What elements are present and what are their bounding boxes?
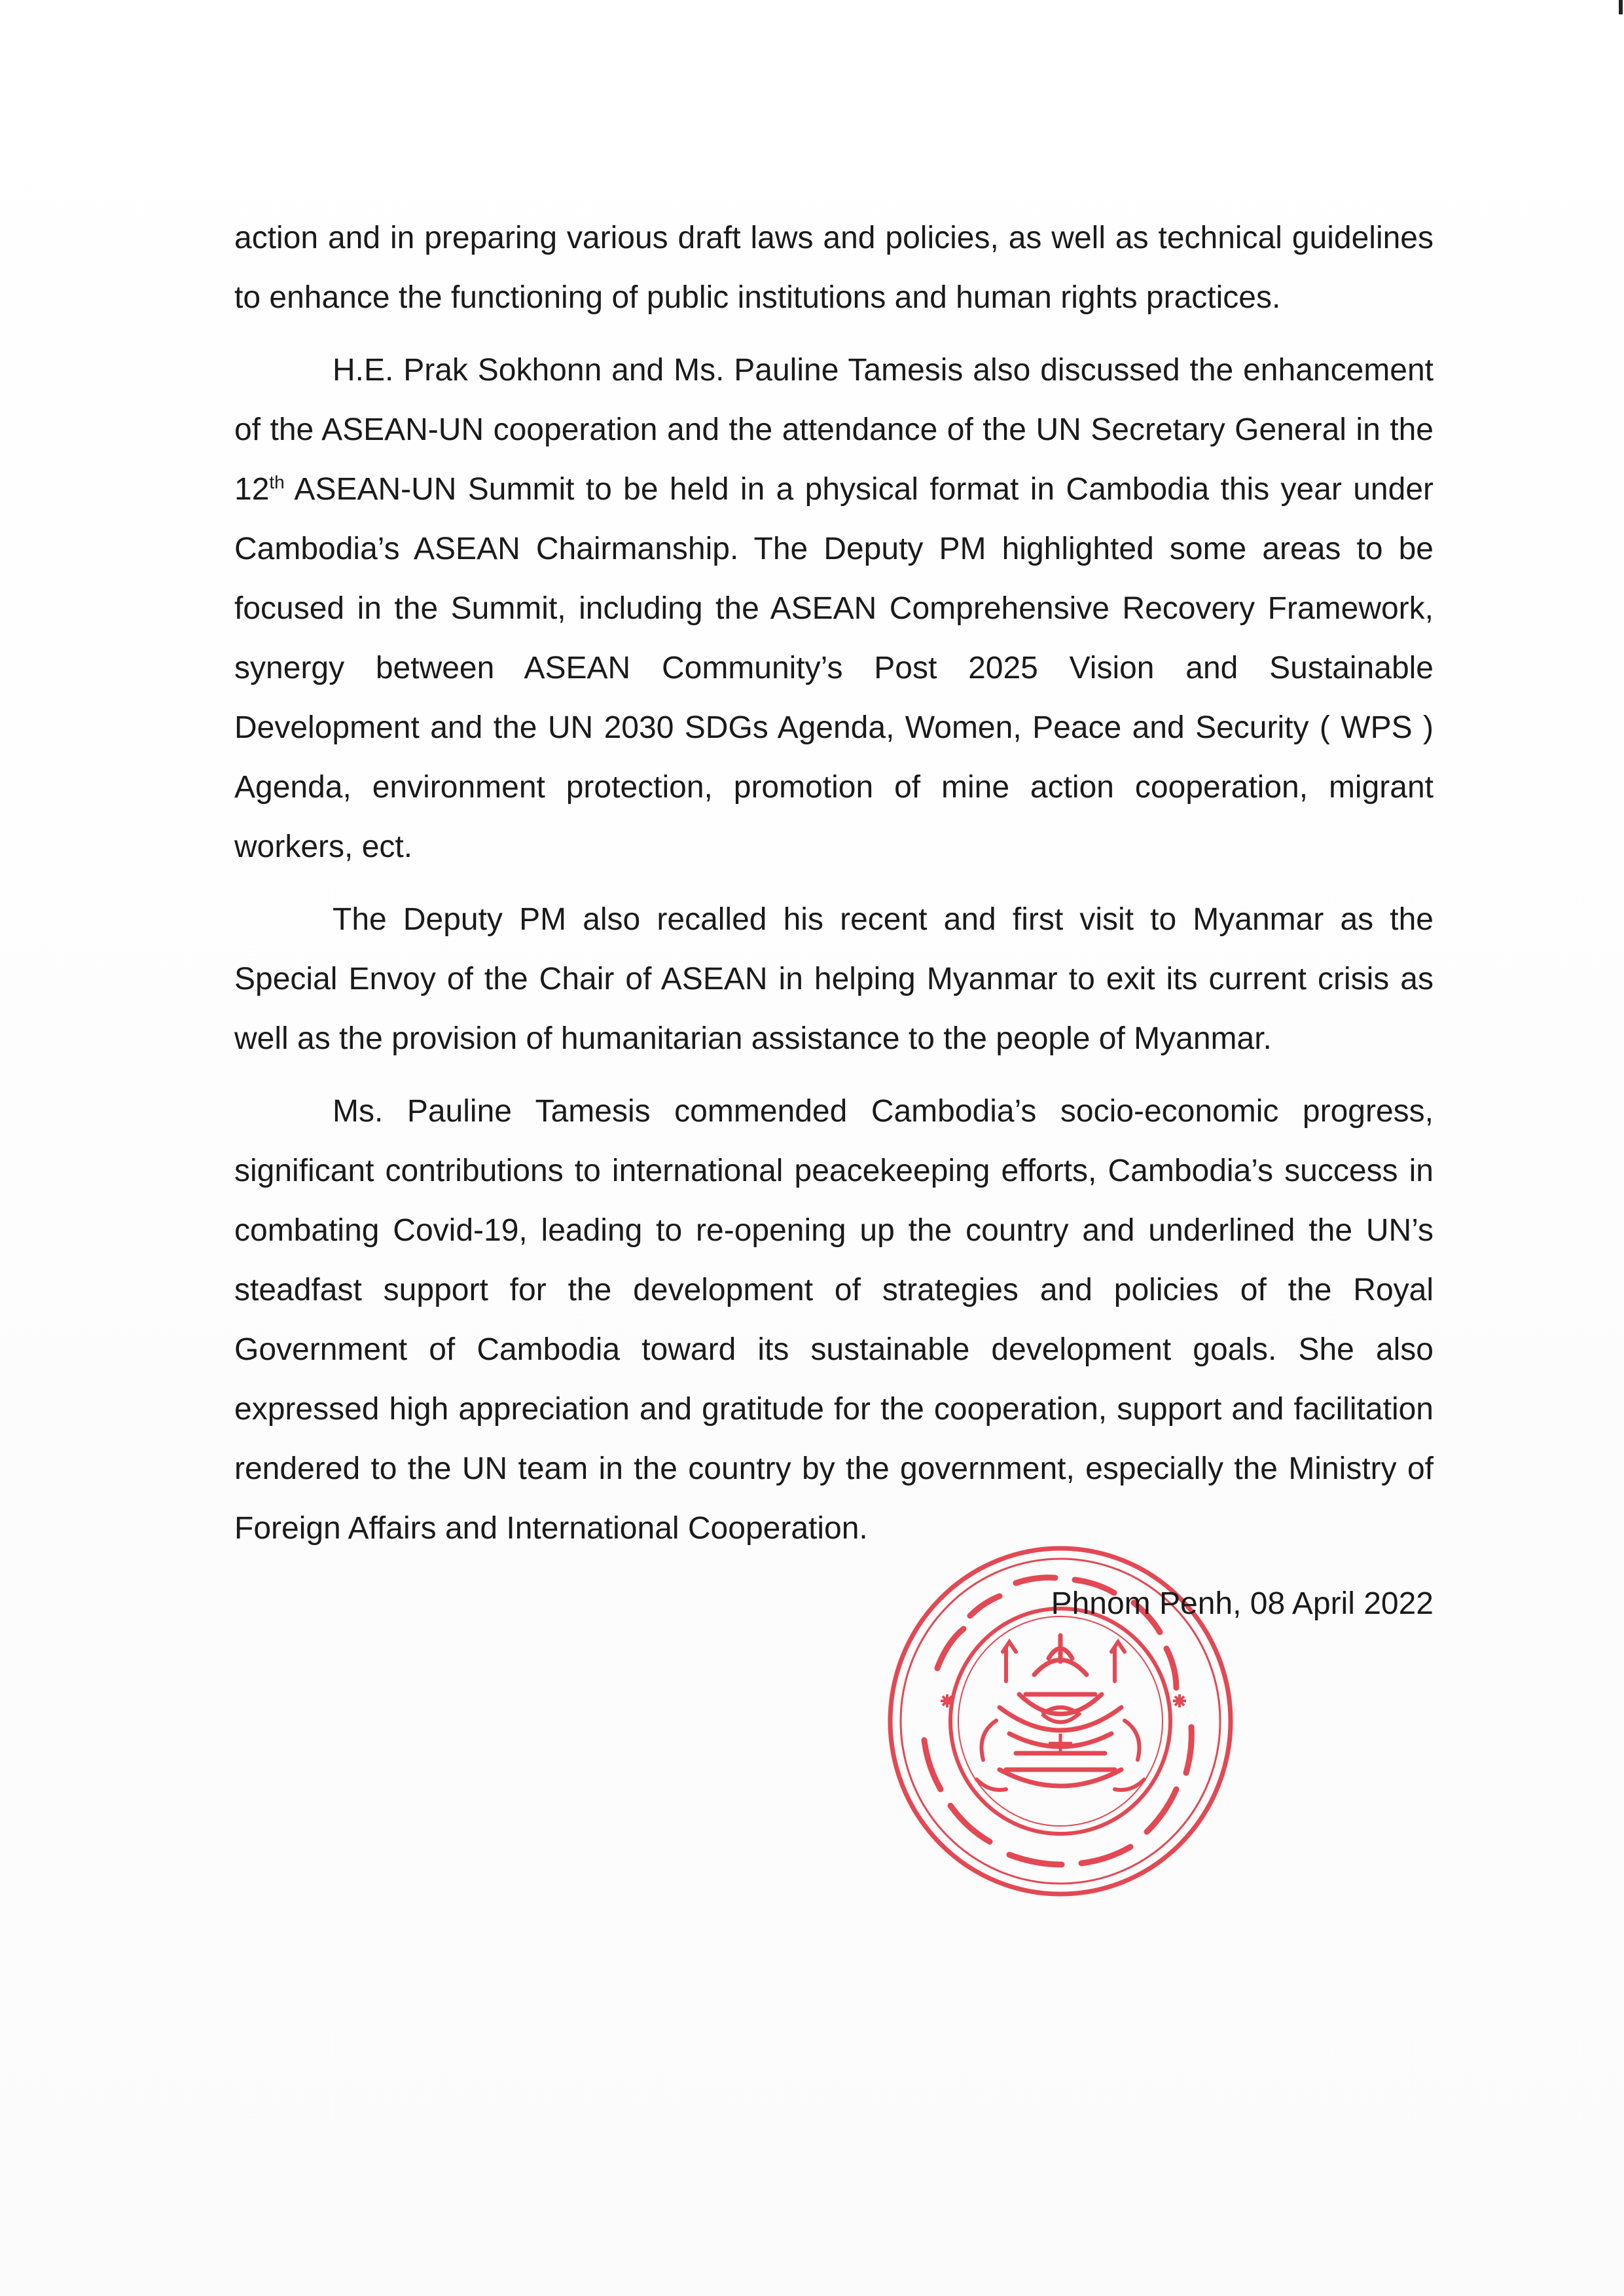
ordinal-superscript: th bbox=[269, 472, 285, 492]
paragraph-myanmar-visit: The Deputy PM also recalled his recent and first visit to Myanmar as the Special Envoy of the Chair of ASEAN in helping Myanmar to exit its current crisis as well as the provision of humanitarian assistance to the people of Myanmar. bbox=[234, 902, 1434, 1056]
paragraph-text: ASEAN-UN Summit to be held in a physical format in Cambodia this year under Cambodia’s ASEAN Chairmanship. The Deputy PM highlighted some areas to be focused in the Summit, including the ASEAN Comprehensive Recovery Framework, synergy between ASEAN Community’s Post 2025 Vision and Sustainable Development and the UN 2030 SDGs Agenda, Women, Peace and Security ( WPS ) Agenda, environment protection, promotion of mine action cooperation, migrant workers, ect. bbox=[234, 472, 1434, 864]
scan-edge-mark bbox=[1619, 0, 1623, 14]
letter-body bbox=[234, 208, 1434, 1571]
paragraph-asean-un-cooperation bbox=[234, 340, 1434, 877]
paragraph-continuation: action and in preparing various draft laws and policies, as well as technical guidelines to enhance the functioning of public institutions and human rights practices. bbox=[234, 221, 1434, 315]
paragraph-commendation: Ms. Pauline Tamesis commended Cambodia’s socio-economic progress, significant contributions to international peacekeeping efforts, Cambodia’s success in combating Covid-19, leading to re-opening up the country and underlined the UN’s steadfast support for the development of strategies and policies of the Royal Government of Cambodia toward its sustainable development goals. She also expressed high appreciation and gratitude for the cooperation, support and facilitation rendered to the UN team in the country by the government, especially the Ministry of Foreign Affairs and International Cooperation. bbox=[234, 1094, 1434, 1546]
paragraph-text: H.E. Prak Sokhonn and Ms. Pauline Tamesis also discussed the enhancement of the ASEAN-UN cooperation and the attendance of the UN Secretary General in the 12 bbox=[234, 353, 1434, 507]
place-and-date: Phnom Penh, 08 April 2022 bbox=[1051, 1586, 1434, 1621]
